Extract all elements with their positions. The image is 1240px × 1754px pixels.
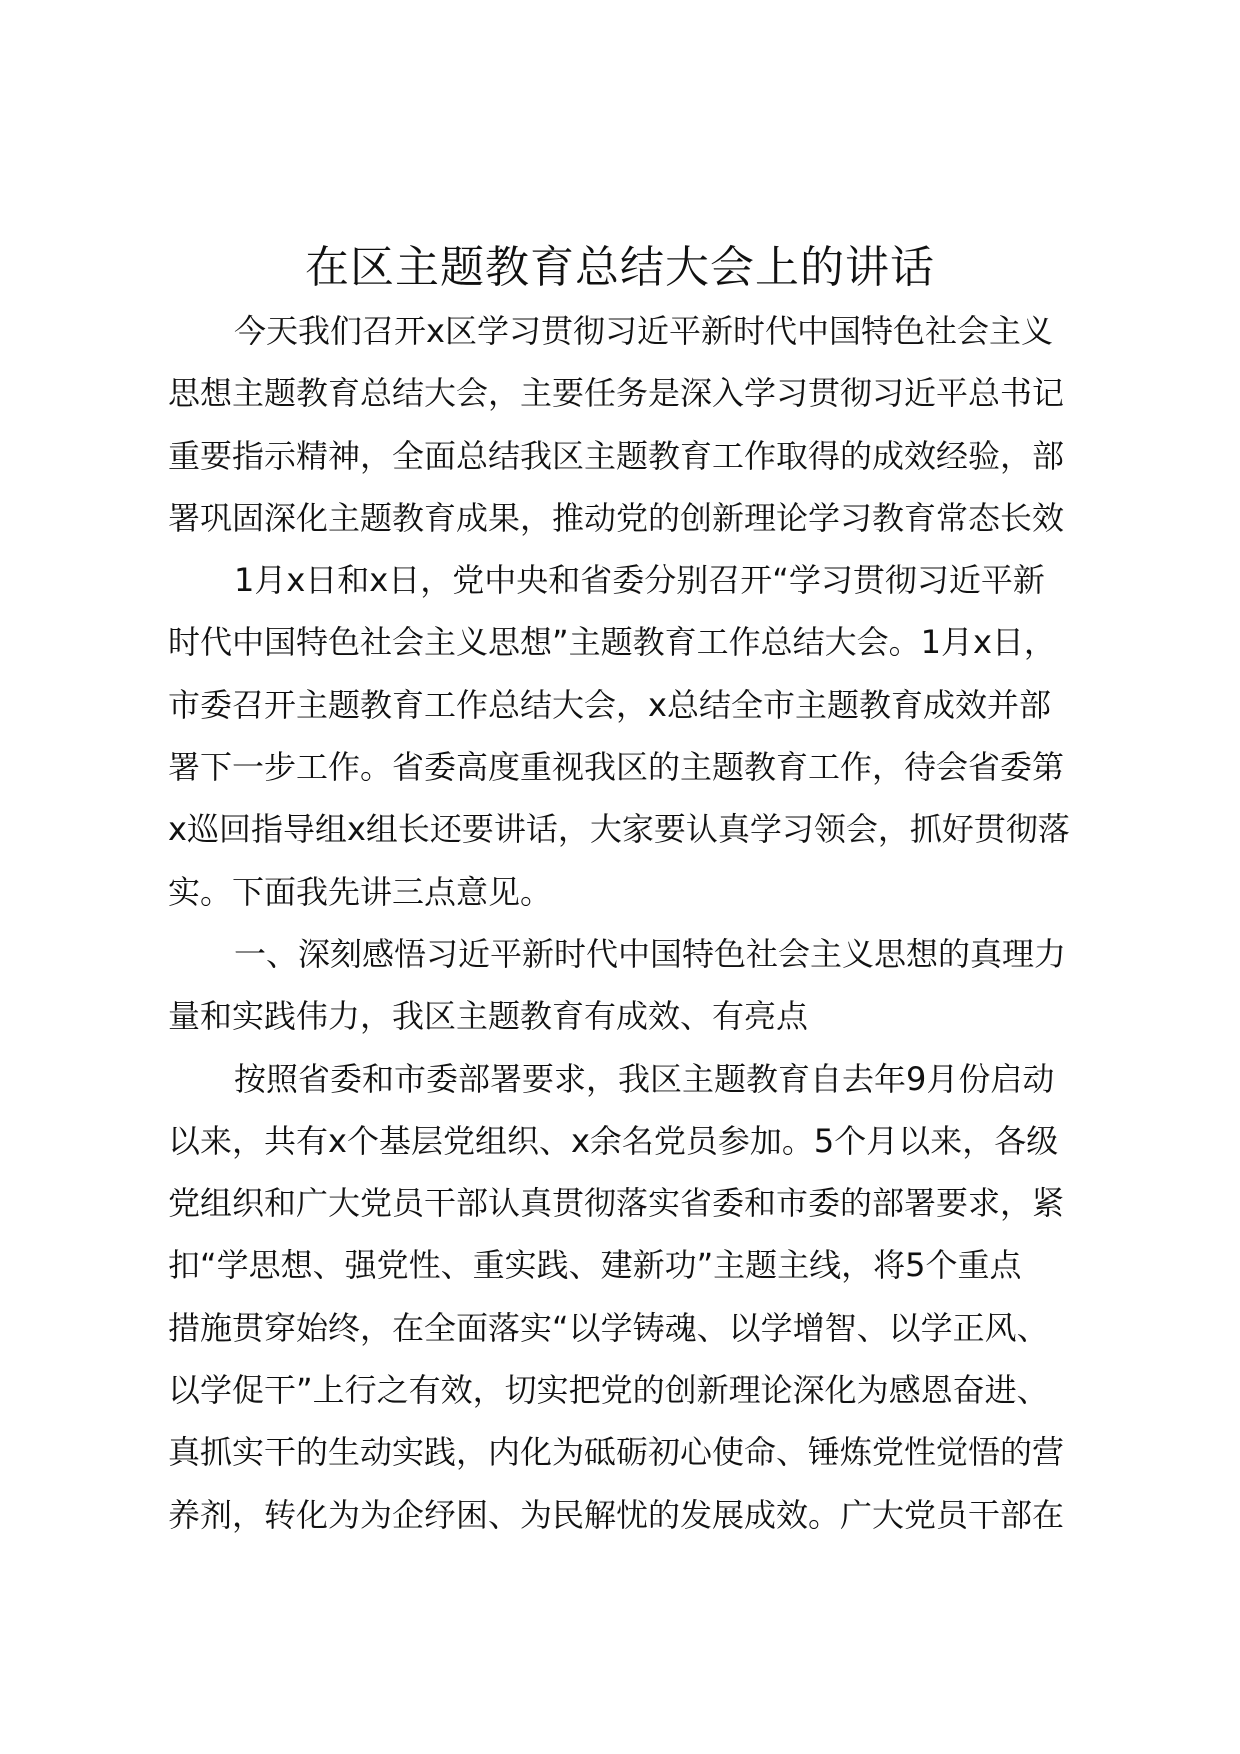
text-line: 重要指示精神，全面总结我区主题教育工作取得的成效经验，部 (168, 436, 1065, 475)
text-line: 思想主题教育总结大会，主要任务是深入学习贯彻习近平总书记 (168, 374, 1065, 413)
text-line: 以学促干”上行之有效，切实把党的创新理论深化为感恩奋进、 (168, 1371, 1049, 1410)
text-line: 署巩固深化主题教育成果，推动党的创新理论学习教育常态长效 (168, 498, 1065, 537)
text-line: 市委召开主题教育工作总结大会，x总结全市主题教育成效并部 (168, 685, 1051, 724)
text-line: 1月x日和x日，党中央和省委分别召开“学习贯彻习近平新 (234, 561, 1045, 600)
text-line: 今天我们召开x区学习贯彻习近平新时代中国特色社会主义 (234, 312, 1053, 350)
text-line: 扣“学思想、强党性、重实践、建新功”主题主线，将5个重点 (168, 1246, 1022, 1285)
text-line: 按照省委和市委部署要求，我区主题教育自去年9月份启动 (234, 1059, 1055, 1098)
text-line: 真抓实干的生动实践，内化为砥砺初心使命、锤炼党性觉悟的营 (168, 1433, 1065, 1472)
text-line: 署下一步工作。省委高度重视我区的主题教育工作，待会省委第 (168, 748, 1065, 787)
text-line: 措施贯穿始终，在全面落实“以学铸魂、以学增智、以学正风、 (168, 1308, 1049, 1347)
text-line: 以来，共有x个基层党组织、x余名党员参加。5个月以来，各级 (168, 1121, 1059, 1160)
text-line: 党组织和广大党员干部认真贯彻落实省委和市委的部署要求，紧 (168, 1184, 1065, 1223)
document-title: 在区主题教育总结大会上的讲话 (305, 242, 935, 293)
text-line: 实。下面我先讲三点意见。 (168, 872, 553, 911)
text-line: 量和实践伟力，我区主题教育有成效、有亮点 (168, 997, 809, 1036)
document-body (168, 300, 1108, 1546)
text-line: 一、深刻感悟习近平新时代中国特色社会主义思想的真理力 (234, 934, 1067, 973)
text-line: 时代中国特色社会主义思想”主题教育工作总结大会。1月x日， (168, 623, 1056, 662)
text-line: x巡回指导组x组长还要讲话，大家要认真学习领会，抓好贯彻落 (168, 810, 1070, 849)
text-line: 养剂，转化为为企纾困、为民解忧的发展成效。广大党员干部在 (168, 1495, 1065, 1534)
